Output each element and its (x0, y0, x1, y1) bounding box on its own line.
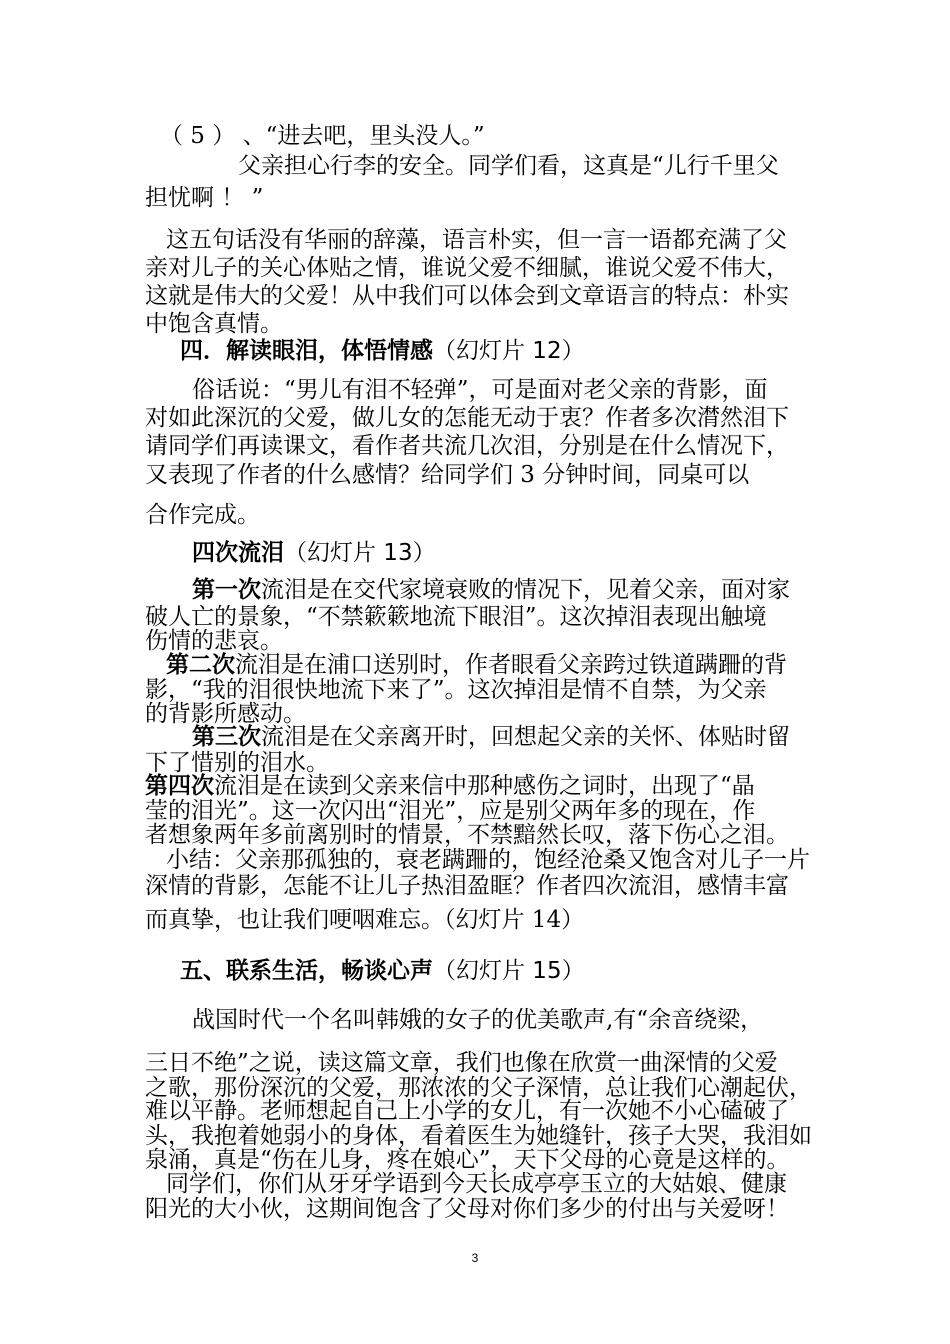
paragraph-line: 下了惜别的泪水。 (145, 750, 329, 776)
subheading-title: 四次流泪 (192, 540, 284, 566)
paragraph-line: 这五句话没有华丽的辞藻，语言朴实，但一言一语都充满了父 (166, 227, 787, 253)
paragraph-line: 请同学们再读课文，看作者共流几次泪，分别是在什么情况下， (145, 433, 789, 459)
paragraph-line: 伤情的悲哀。 (145, 628, 283, 654)
section-heading-5 (180, 956, 820, 986)
paragraph-line: 者想象两年多前离别时的情景，不禁黯然长叹，落下伤心之泪。 (145, 822, 789, 848)
paragraph-line: 泉涌，真是“伤在儿身，疼在娘心”，天下父母的心竟是这样的。 (145, 1147, 790, 1173)
paragraph-line: 的背影所感动。 (145, 701, 306, 727)
subheading-four-tears (192, 538, 812, 568)
paragraph-line: 对如此深沉的父爱，做儿女的怎能无动于衷？作者多次潸然泪下 (145, 405, 789, 431)
section-heading-4 (180, 336, 820, 366)
paragraph-line: 影，“我的泪很快地流下来了”。这次掉泪是情不自禁，为父亲 (145, 677, 767, 703)
slide-reference: （幻灯片 13） (284, 540, 436, 566)
paragraph-line: 破人亡的景象，“不禁簌簌地流下眼泪”。这次掉泪表现出触境 (145, 604, 767, 630)
paragraph-line: 中饱含真情。 (145, 311, 283, 337)
paragraph-line: 合作完成。 (145, 502, 260, 528)
paragraph-line: 难以平静。老师想起自己上小学的女儿，有一次她不小心磕破了 (145, 1098, 789, 1124)
paragraph-line: 这就是伟大的父爱！从中我们可以体会到文章语言的特点：朴实 (145, 283, 789, 309)
page-number: 3 (471, 1251, 479, 1265)
paragraph-line: 莹的泪光”。这一次闪出“泪光”，应是别父两年多的现在，作 (145, 798, 756, 824)
paragraph-line: 阳光的大小伙，这期间饱含了父母对你们多少的付出与关爱呀！ (145, 1196, 789, 1222)
paragraph-line: 深情的背影，怎能不让儿子热泪盈眶？作者四次流泪，感情丰富 (145, 873, 789, 899)
paragraph-line: 父亲担心行李的安全。同学们看，这真是“儿行千里父 (238, 153, 779, 179)
tear-1-line: 第一次流泪是在交代家境衰败的情况下，见着父亲，面对家 (192, 577, 790, 603)
summary-line: 小结：父亲那孤独的，衰老蹒跚的，饱经沧桑又饱含对儿子一片 (166, 847, 810, 873)
paragraph-line: 而真挚，也让我们哽咽难忘。（幻灯片 14） (145, 907, 585, 933)
tear-4-line: 第四次流泪是在读到父亲来信中那种感伤之词时，出现了“晶 (145, 773, 755, 799)
paragraph-line: 之歌，那份深沉的父爱，那浓浓的父子深情，总让我们心潮起伏， (145, 1075, 812, 1101)
slide-reference: （幻灯片 12） (433, 338, 585, 364)
paragraph-line: 三日不绝”之说，读这篇文章，我们也像在欣赏一曲深情的父爱 (145, 1050, 778, 1076)
slide-reference: （幻灯片 15） (433, 958, 585, 984)
paragraph-line: 担忧啊 ！ ” (145, 185, 264, 211)
paragraph-line: 头，我抱着她弱小的身体，看着医生为她缝针，孩子大哭，我泪如 (145, 1123, 812, 1149)
tear-3-line: 第三次流泪是在父亲离开时，回想起父亲的关怀、体贴时留 (192, 724, 790, 750)
tear-2-label: 第二次 (166, 652, 235, 678)
section-heading-5-title: 五、联系生活，畅谈心声 (180, 958, 433, 984)
paragraph-line: 同学们，你们从牙牙学语到今天长成亭亭玉立的大姑娘、健康 (166, 1171, 787, 1197)
tear-2-line: 第二次流泪是在浦口送别时，作者眼看父亲跨过铁道蹒跚的背 (166, 652, 787, 678)
tear-3-label: 第三次 (192, 724, 261, 750)
quote-5: （ 5 ） 、“进去吧，里头没人。” (160, 123, 485, 149)
paragraph-line: 又表现了作者的什么感情？给同学们 3 分钟时间，同桌可以 (145, 462, 750, 488)
paragraph-line: 战国时代一个名叫韩娥的女子的优美歌声,有“余音绕梁， (192, 1007, 764, 1033)
tear-4-label: 第四次 (145, 773, 214, 799)
paragraph-line: 亲对儿子的关心体贴之情，谁说父爱不细腻，谁说父爱不伟大， (145, 255, 789, 281)
paragraph-line: 俗话说：“男儿有泪不轻弹”，可是面对老父亲的背影，面 (192, 377, 768, 403)
tear-1-label: 第一次 (192, 577, 261, 603)
section-heading-4-title: 四．解读眼泪，体悟情感 (180, 338, 433, 364)
